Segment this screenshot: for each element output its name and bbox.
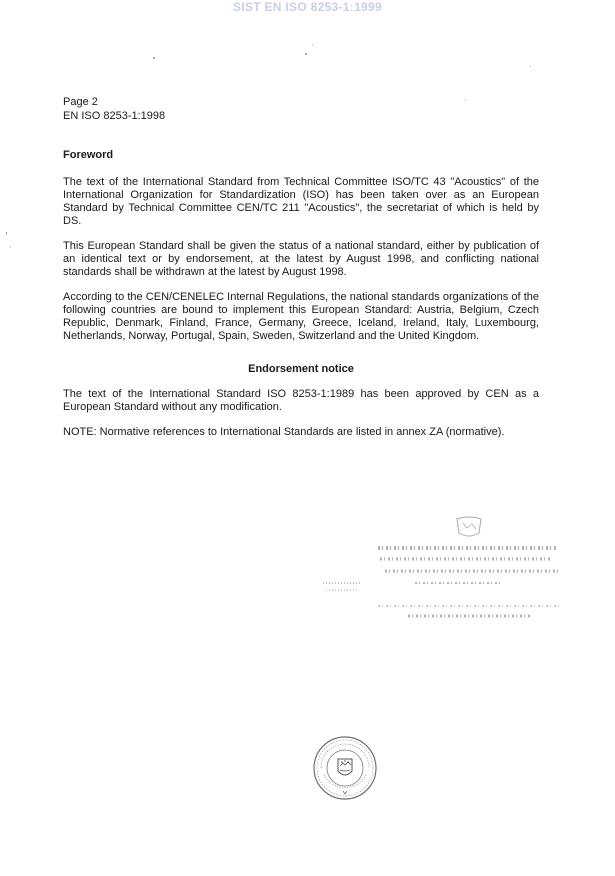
seal-emblem-icon [312, 735, 378, 801]
foreword-paragraph-3: According to the CEN/CENELEC Internal Regulations, the national standards organizations of the following countries are bound to implement this European Standard: Austria, Belgium, Czech Republic, Denmark, Finland, France, Germany, Greece, Iceland, Ireland, Italy, Luxembourg, Netherlands, Norway, Portugal, Spain, Sweden, Switzerland and the United Kingdom. [63, 291, 539, 342]
standard-reference: EN ISO 8253-1:1998 [63, 110, 166, 122]
page-header [63, 95, 165, 123]
endorsement-heading: Endorsement notice [248, 363, 354, 375]
foreword-heading: Foreword [63, 149, 114, 161]
endorsement-paragraph-1: The text of the International Standard ISO 8253-1:1989 has been approved by CEN as a European Standard without any modification. [63, 388, 539, 413]
document-body [63, 149, 539, 451]
foreword-paragraph-1: The text of the International Standard from Technical Committee ISO/TC 43 "Acoustics" of the International Organization for Standardization (ISO) has been taken over as an European Standard by Technical Committee CEN/TC 211 "Acoustics", the secretariat of which is held by DS. [63, 176, 539, 227]
faded-stamp [320, 515, 570, 625]
endorsement-note: NOTE: Normative references to International Standards are listed in annex ZA (normative). [63, 426, 505, 438]
page-number: Page 2 [63, 96, 98, 108]
official-seal [312, 735, 378, 806]
document-watermark: SIST EN ISO 8253-1:1999 [233, 0, 382, 14]
foreword-paragraph-2: This European Standard shall be given the status of a national standard, either by publication of an identical text or by endorsement, at the latest by August 1998, and conflicting national standards shall be withdrawn at the latest by August 1998. [63, 240, 539, 278]
faded-stamp-graphic [320, 515, 570, 625]
